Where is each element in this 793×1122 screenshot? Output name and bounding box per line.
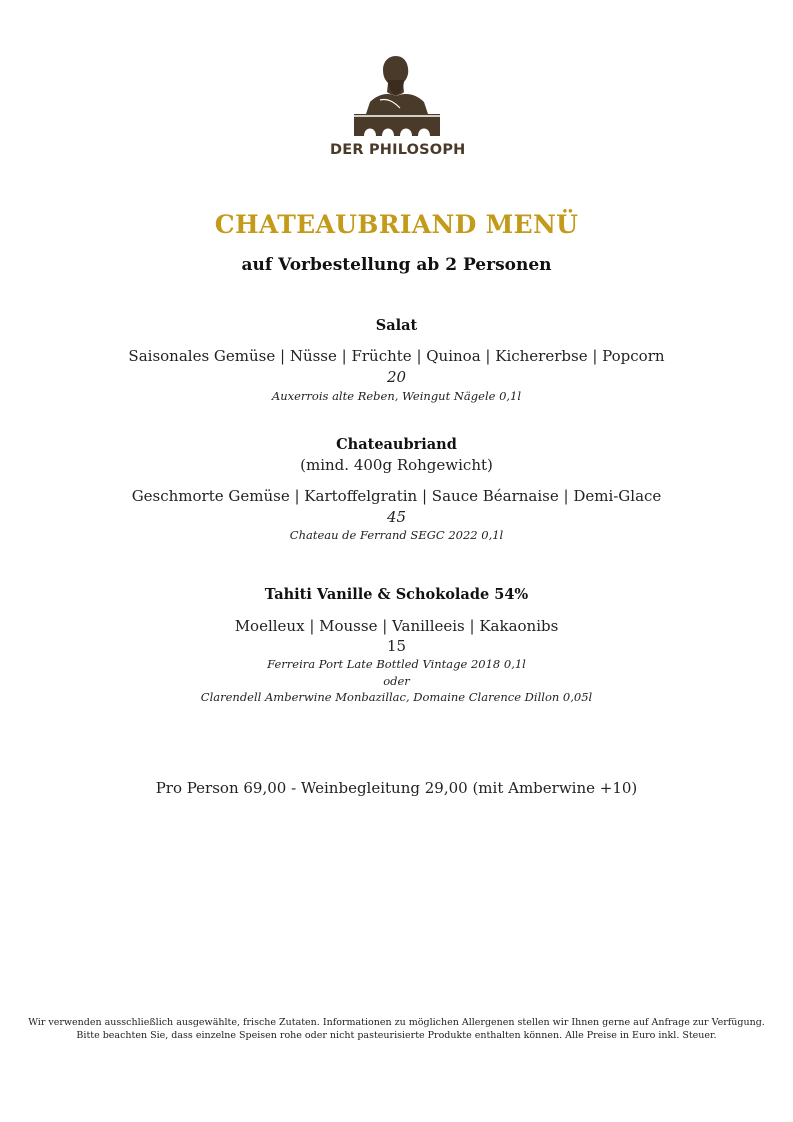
course-price-salat: 20	[386, 368, 407, 386]
footer-allergen-note: Wir verwenden ausschließlich ausgewählte, frische Zutaten. Informationen zu möglichen Allergenen stellen wir Ihnen gerne auf Anfrage zur Verfügung.	[28, 1017, 765, 1028]
brand-logo	[330, 52, 464, 162]
wine-pairing-chateaubriand: Chateau de Ferrand SEGC 2022 0,1l	[289, 528, 504, 542]
footer-price-note: Bitte beachten Sie, dass einzelne Speisen rohe oder nicht pasteurisierte Produkte enthalten können. Alle Preise in Euro inkl. Steuer.	[76, 1030, 717, 1041]
course-price-dessert: 15	[386, 637, 407, 655]
course-heading-salat: Salat	[375, 317, 418, 334]
course-description-salat: Saisonales Gemüse | Nüsse | Früchte | Quinoa | Kichererbse | Popcorn	[128, 347, 665, 365]
wine-pairing-or: oder	[383, 674, 410, 688]
course-description-dessert: Moelleux | Mousse | Vanilleeis | Kakaonibs	[234, 617, 559, 635]
course-price-chateaubriand: 45	[386, 508, 407, 526]
course-description-chateaubriand: Geschmorte Gemüse | Kartoffelgratin | Sauce Béarnaise | Demi-Glace	[131, 487, 662, 505]
course-note-chateaubriand: (mind. 400g Rohgewicht)	[300, 456, 493, 474]
wine-pairing-dessert-alt: Clarendell Amberwine Monbazillac, Domaine Clarence Dillon 0,05l	[200, 690, 593, 704]
philosopher-bust-icon	[330, 52, 464, 140]
course-heading-dessert: Tahiti Vanille & Schokolade 54%	[264, 586, 529, 603]
menu-total-price: Pro Person 69,00 - Weinbegleitung 29,00 (mit Amberwine +10)	[155, 779, 638, 797]
wine-pairing-dessert: Ferreira Port Late Bottled Vintage 2018 0,1l	[267, 657, 526, 671]
brand-name: DER PHILOSOPH	[330, 142, 466, 158]
menu-title: CHATEAUBRIAND MENÜ	[214, 210, 579, 239]
wine-pairing-salat: Auxerrois alte Reben, Weingut Nägele 0,1l	[271, 389, 522, 403]
menu-subtitle: auf Vorbestellung ab 2 Personen	[241, 255, 552, 275]
course-heading-chateaubriand: Chateaubriand	[336, 436, 457, 453]
